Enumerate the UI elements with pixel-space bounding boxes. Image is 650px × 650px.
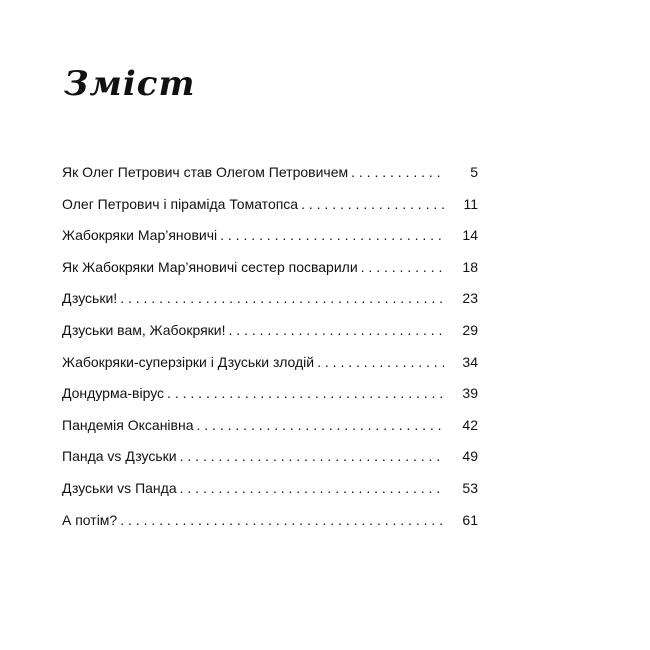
toc-entry-page-number: 34 bbox=[462, 353, 478, 370]
dot-leader bbox=[301, 192, 444, 216]
dot-leader bbox=[317, 350, 444, 374]
toc-entry bbox=[62, 318, 478, 350]
toc-entry-title: Дзуськи вам, Жабокряки! bbox=[62, 321, 226, 338]
toc-entry-title: Як Олег Петрович став Олегом Петровичем bbox=[62, 164, 349, 180]
toc-entry-page-number: 18 bbox=[462, 258, 478, 275]
toc-entry-page-number: 61 bbox=[462, 511, 478, 528]
toc-entry-title: Пандемія Оксанівна bbox=[62, 416, 194, 433]
toc-entry-page-number: 49 bbox=[462, 448, 478, 465]
toc-entry-page-number: 42 bbox=[462, 416, 478, 433]
dot-leader bbox=[229, 318, 445, 342]
table-of-contents bbox=[62, 160, 478, 539]
toc-entry-page-number: 23 bbox=[462, 290, 478, 307]
dot-leader bbox=[167, 381, 444, 405]
toc-entry-title: Жабокряки Мар’яновичі bbox=[62, 227, 218, 244]
toc-entry-page-number: 11 bbox=[463, 195, 478, 212]
toc-entry-page-number: 5 bbox=[470, 164, 478, 180]
toc-entry-title: Дзуськи! bbox=[62, 290, 118, 307]
toc-entry bbox=[62, 508, 478, 540]
toc-entry-page-number: 29 bbox=[462, 321, 478, 338]
toc-entry-title: Дондурма-вірус bbox=[62, 385, 165, 402]
toc-entry bbox=[62, 444, 478, 476]
toc-entry bbox=[62, 223, 478, 255]
toc-entry-title: Жабокряки-суперзірки і Дзуськи злодій bbox=[62, 353, 315, 370]
toc-entry bbox=[62, 160, 478, 192]
dot-leader bbox=[351, 160, 444, 184]
toc-entry bbox=[62, 381, 478, 413]
toc-entry bbox=[62, 286, 478, 318]
toc-entry bbox=[62, 413, 478, 445]
toc-entry-title: Олег Петрович і піраміда Томатопса bbox=[62, 195, 299, 212]
toc-entry-page-number: 53 bbox=[462, 479, 478, 496]
toc-entry-title: Дзуськи vs Панда bbox=[62, 479, 177, 496]
toc-entry bbox=[62, 476, 478, 508]
dot-leader bbox=[120, 508, 444, 532]
dot-leader bbox=[180, 444, 444, 468]
dot-leader bbox=[220, 223, 444, 247]
dot-leader bbox=[361, 255, 444, 279]
toc-entry bbox=[62, 350, 478, 382]
page-title: Зміст bbox=[64, 64, 196, 104]
toc-entry bbox=[62, 192, 478, 224]
toc-entry-title: Панда vs Дзуськи bbox=[62, 448, 177, 465]
dot-leader bbox=[180, 476, 444, 500]
toc-entry-title: Як Жабокряки Мар’яновичі сестер посварили bbox=[62, 258, 358, 275]
toc-entry-page-number: 39 bbox=[462, 385, 478, 402]
dot-leader bbox=[120, 286, 444, 310]
toc-entry bbox=[62, 255, 478, 287]
toc-entry-title: А потім? bbox=[62, 511, 118, 528]
toc-entry-page-number: 14 bbox=[462, 227, 478, 244]
dot-leader bbox=[197, 413, 445, 437]
